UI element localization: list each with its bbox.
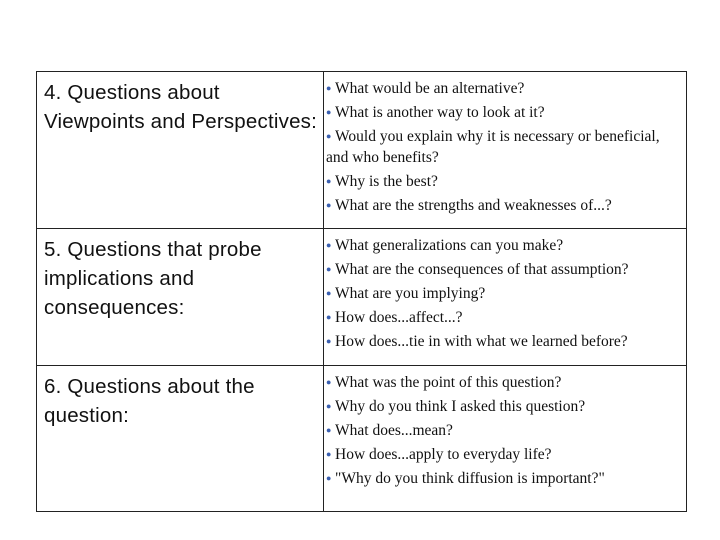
list-item [326,259,682,281]
list-item [326,171,682,193]
list-item [326,372,682,394]
bullet-dot-icon: ● [326,107,332,117]
bullet-dot-icon: ● [326,473,332,483]
list-item [326,102,682,124]
question-text: How does...apply to everyday life? [335,446,552,463]
list-item [326,420,682,442]
category-heading: 4. Questions about Viewpoints and Perspectives: [44,81,318,133]
category-heading: 6. Questions about the question: [44,375,255,427]
question-text: What are the strengths and weaknesses of...? [335,196,612,214]
question-text: What are you implying? [335,285,486,302]
list-item [326,195,682,217]
question-text: What generalizations can you make? [335,237,564,254]
bullet-dot-icon: ● [326,83,332,93]
bullet-dot-icon: ● [326,377,332,387]
bullet-dot-icon: ● [326,449,332,459]
list-item [326,444,682,466]
bullet-dot-icon: ● [326,131,332,141]
questions-table [36,71,687,512]
bullet-dot-icon: ● [326,425,332,435]
bullet-dot-icon: ● [326,175,332,186]
bullet-dot-icon: ● [326,288,332,298]
question-text: Would you explain why it is necessary or beneficial, and who benefits? [326,128,660,166]
bullet-dot-icon: ● [326,264,332,274]
question-text: What are the consequences of that assumption? [335,261,629,278]
question-text: "Why do you think diffusion is important?" [335,470,605,487]
questions-cell [324,72,687,229]
table-row [37,229,687,366]
list-item [326,78,682,100]
list-item [326,283,682,305]
bullet-dot-icon: ● [326,240,332,250]
questions-cell [324,366,687,512]
category-heading: 5. Questions that probe implications and consequences: [44,238,262,319]
question-list [324,72,686,216]
bullet-dot-icon: ● [326,401,332,411]
question-text: Why do you think I asked this question? [335,398,586,415]
bullet-dot-icon: ● [326,312,332,322]
table-row [37,366,687,512]
list-item [326,468,682,490]
category-cell [37,72,324,229]
list-item [326,396,682,418]
questions-cell [324,229,687,366]
question-text: What was the point of this question? [335,374,562,391]
list-item [326,331,682,353]
list-item [326,126,682,168]
question-list [324,229,686,353]
category-cell [37,229,324,366]
question-text: What is another way to look at it? [335,104,545,121]
list-item [326,307,682,329]
question-text: How does...affect...? [335,309,463,326]
bullet-dot-icon: ● [326,199,332,210]
list-item [326,235,682,257]
table-row [37,72,687,229]
question-text: Why is the best? [335,172,438,190]
question-text: How does...tie in with what we learned before? [335,333,628,350]
question-list [324,366,686,490]
question-text: What would be an alternative? [335,80,525,97]
category-cell [37,366,324,512]
question-text: What does...mean? [335,422,453,439]
bullet-dot-icon: ● [326,336,332,346]
